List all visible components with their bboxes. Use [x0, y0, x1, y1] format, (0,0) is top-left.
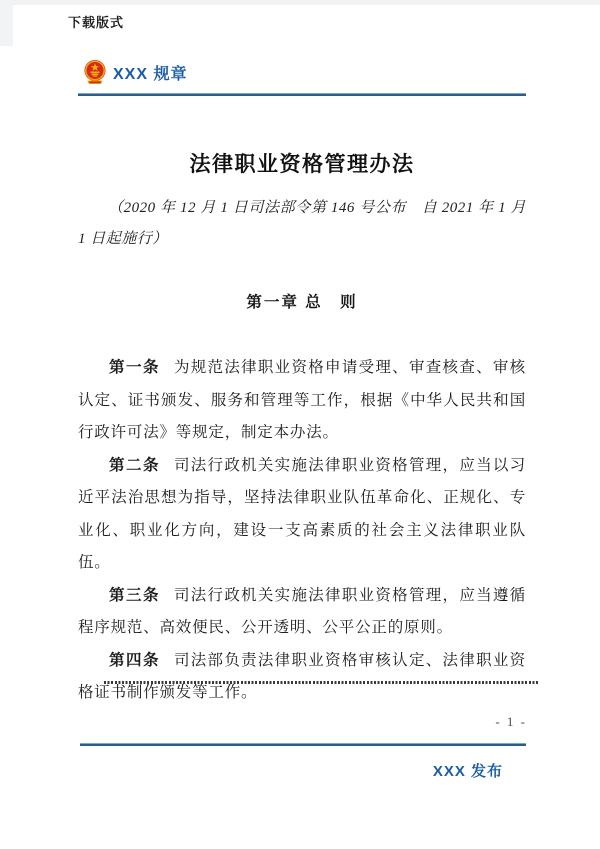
article-1	[78, 352, 526, 450]
article-3-text: 司法行政机关实施法律职业资格管理，应当遵循程序规范、高效便民、公开透明、公平公正的原则。	[78, 586, 526, 636]
article-1-text: 为规范法律职业资格申请受理、审查核查、审核认定、证书颁发、服务和管理等工作，根据《中华人民共和国行政许可法》等规定，制定本办法。	[78, 359, 526, 441]
article-4	[78, 645, 526, 710]
org-label: XXX 规章	[113, 65, 188, 83]
download-format-link[interactable]: 下载版式	[68, 15, 125, 30]
truncation-dots-rule	[104, 681, 538, 684]
document-body	[78, 58, 526, 710]
document-title: 法律职业资格管理办法	[189, 152, 415, 176]
article-3	[78, 580, 526, 645]
document-header	[78, 58, 526, 86]
article-4-text: 司法部负责法律职业资格审核认定、法律职业资格证书制作颁发等工作。	[78, 651, 526, 701]
publisher-label: XXX 发布	[432, 763, 503, 780]
china-national-emblem-icon	[83, 59, 107, 85]
article-4-label: 第四条	[109, 651, 160, 669]
article-2-text: 司法行政机关实施法律职业资格管理，应当以习近平法治思想为指导，坚持法律职业队伍革命化、正规化、专业化、职业化方向，建设一支高素质的社会主义法律职业队伍。	[78, 456, 526, 571]
article-1-label: 第一条	[109, 359, 160, 376]
scan-edge-top	[0, 0, 600, 5]
article-3-label: 第三条	[109, 586, 160, 604]
scan-edge-left	[0, 0, 13, 46]
page-number: - 1 -	[495, 714, 527, 729]
chapter-heading: 第一章 总 则	[246, 294, 358, 311]
articles-section	[78, 352, 526, 710]
article-2-label: 第二条	[109, 456, 160, 474]
footer-rule	[80, 743, 526, 746]
header-rule	[78, 93, 526, 96]
article-2	[78, 450, 526, 580]
document-subtitle: （2020 年 12 月 1 日司法部令第 146 号公布 自 2021 年 1 月 1 日起施行）	[78, 200, 526, 247]
